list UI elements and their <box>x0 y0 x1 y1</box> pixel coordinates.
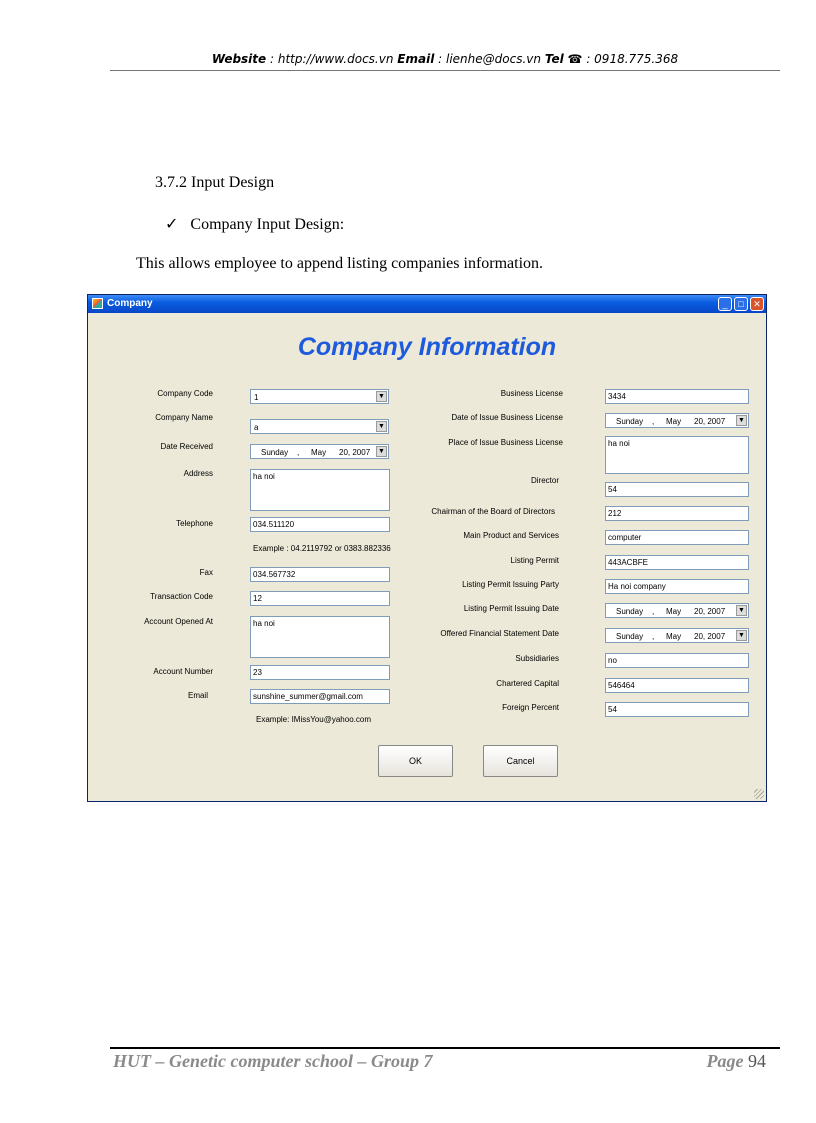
company-code-value: 1 <box>254 393 259 402</box>
main-product-input[interactable]: computer <box>605 530 749 545</box>
date-month: May <box>666 417 682 426</box>
chartered-capital-label: Chartered Capital <box>496 679 559 688</box>
date-month: May <box>666 632 682 641</box>
minimize-icon[interactable]: _ <box>718 297 732 311</box>
date-day: Sunday <box>616 632 644 641</box>
date-issue-license-picker[interactable]: Sunday , May 20, 2007 ▼ <box>605 413 749 428</box>
financial-statement-date-label: Offered Financial Statement Date <box>440 629 559 638</box>
email-value: : lienhe@docs.vn <box>438 52 541 66</box>
dropdown-arrow-icon[interactable]: ▼ <box>376 446 387 457</box>
website-value: : http://www.docs.vn <box>270 52 394 66</box>
date-value: 20, 2007 <box>339 448 371 457</box>
date-value: 20, 2007 <box>694 607 726 616</box>
listing-permit-label: Listing Permit <box>510 556 559 565</box>
page-header <box>110 52 780 66</box>
address-label: Address <box>183 469 213 478</box>
listing-permit-party-label: Listing Permit Issuing Party <box>462 580 559 589</box>
date-received-label: Date Received <box>160 442 213 451</box>
date-value: 20, 2007 <box>694 632 726 641</box>
foreign-percent-input[interactable]: 54 <box>605 702 749 717</box>
maximize-icon[interactable]: □ <box>734 297 748 311</box>
checkmark-icon: ✓ <box>165 216 179 233</box>
dropdown-arrow-icon[interactable]: ▼ <box>376 421 387 432</box>
financial-statement-date-picker[interactable]: Sunday , May 20, 2007 ▼ <box>605 628 749 643</box>
date-day: Sunday <box>616 607 644 616</box>
subheading <box>165 214 344 234</box>
cancel-button[interactable]: Cancel <box>483 745 558 777</box>
tel-label: Tel <box>544 52 564 66</box>
page-number: 94 <box>748 1051 766 1071</box>
resize-grip-icon[interactable] <box>754 789 764 799</box>
account-opened-at-label: Account Opened At <box>144 617 213 626</box>
phone-icon: ☎ <box>567 52 583 66</box>
company-name-value: a <box>254 423 259 432</box>
fax-input[interactable]: 034.567732 <box>250 567 390 582</box>
dropdown-arrow-icon[interactable]: ▼ <box>736 605 747 616</box>
date-month: May <box>311 448 327 457</box>
footer-rule <box>110 1047 780 1049</box>
chairman-label: Chairman of the Board of Directors <box>431 507 555 516</box>
intro-text: This allows employee to append listing companies information. <box>136 255 544 272</box>
chairman-input[interactable]: 212 <box>605 506 749 521</box>
app-icon <box>92 298 103 309</box>
date-value: 20, 2007 <box>694 417 726 426</box>
company-code-label: Company Code <box>157 389 213 398</box>
transaction-code-input[interactable]: 12 <box>250 591 390 606</box>
account-opened-at-input[interactable]: ha noi <box>250 616 390 658</box>
chartered-capital-input[interactable]: 546464 <box>605 678 749 693</box>
date-received-picker[interactable]: Sunday , May 20, 2007 ▼ <box>250 444 389 459</box>
director-input[interactable]: 54 <box>605 482 749 497</box>
company-name-label: Company Name <box>155 413 213 422</box>
company-name-combo[interactable] <box>250 419 389 434</box>
dropdown-arrow-icon[interactable]: ▼ <box>736 630 747 641</box>
company-code-combo[interactable] <box>250 389 389 404</box>
email-hint: Example: IMissYou@yahoo.com <box>256 715 371 724</box>
window-titlebar[interactable] <box>88 295 766 313</box>
date-month: May <box>666 607 682 616</box>
email-input[interactable]: sunshine_summer@gmail.com <box>250 689 390 704</box>
telephone-input[interactable]: 034.511120 <box>250 517 390 532</box>
subsidiaries-input[interactable]: no <box>605 653 749 668</box>
fax-label: Fax <box>199 568 213 577</box>
page-label: Page <box>706 1051 744 1071</box>
transaction-code-label: Transaction Code <box>150 592 213 601</box>
foreign-percent-label: Foreign Percent <box>502 703 559 712</box>
account-number-label: Account Number <box>153 667 213 676</box>
listing-permit-party-input[interactable]: Ha noi company <box>605 579 749 594</box>
header-rule <box>110 70 780 71</box>
window-title: Company <box>107 298 153 309</box>
date-day: Sunday <box>261 448 289 457</box>
section-heading: 3.7.2 Input Design <box>155 174 275 191</box>
telephone-label: Telephone <box>176 519 213 528</box>
business-license-input[interactable]: 3434 <box>605 389 749 404</box>
email-label: Email <box>397 52 435 66</box>
listing-permit-date-label: Listing Permit Issuing Date <box>463 604 559 613</box>
telephone-hint: Example : 04.2119792 or 0383.882336 <box>253 544 391 553</box>
listing-permit-input[interactable]: 443ACBFE <box>605 555 749 570</box>
listing-permit-date-picker[interactable]: Sunday , May 20, 2007 ▼ <box>605 603 749 618</box>
business-license-label: Business License <box>500 389 563 398</box>
date-issue-license-label: Date of Issue Business License <box>451 413 563 422</box>
ok-button[interactable]: OK <box>378 745 453 777</box>
account-number-input[interactable]: 23 <box>250 665 390 680</box>
website-label: Website <box>211 52 267 66</box>
address-input[interactable]: ha noi <box>250 469 390 511</box>
email-label: Email <box>187 691 208 700</box>
footer-page <box>707 1051 766 1072</box>
company-window <box>87 294 767 802</box>
dropdown-arrow-icon[interactable]: ▼ <box>736 415 747 426</box>
dropdown-arrow-icon[interactable]: ▼ <box>376 391 387 402</box>
place-issue-license-input[interactable]: ha noi <box>605 436 749 474</box>
date-day: Sunday <box>616 417 644 426</box>
director-label: Director <box>530 476 559 485</box>
subheading-text: Company Input Design: <box>190 216 345 233</box>
subsidiaries-label: Subsidiaries <box>515 654 559 663</box>
main-product-label: Main Product and Services <box>463 531 559 540</box>
dialog-title: Company Information <box>297 333 557 361</box>
place-issue-license-label: Place of Issue Business License <box>448 438 563 447</box>
footer-text: HUT – Genetic computer school – Group 7 <box>113 1051 433 1071</box>
tel-value: : 0918.775.368 <box>586 52 679 66</box>
close-icon[interactable]: ✕ <box>750 297 764 311</box>
